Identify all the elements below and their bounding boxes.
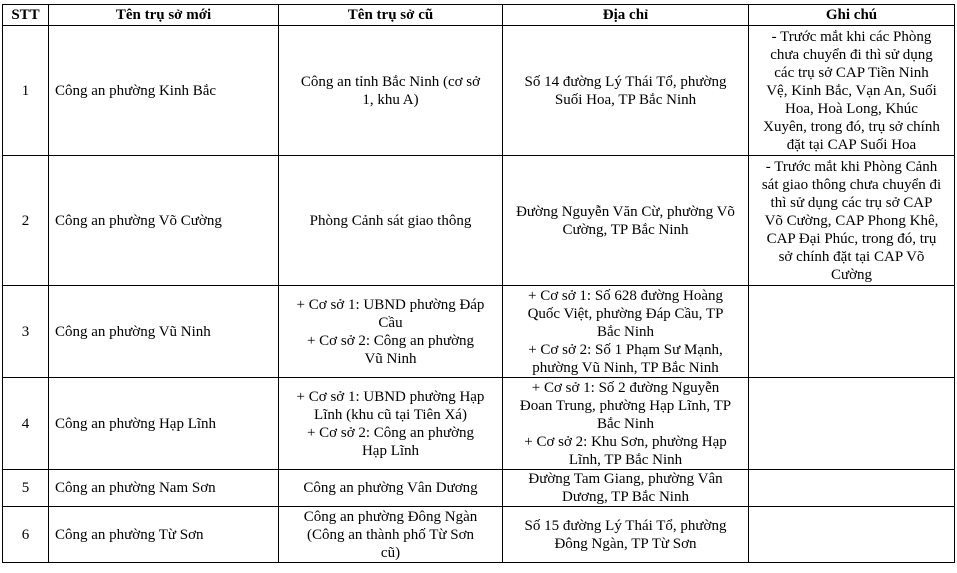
cell-address [503,378,749,470]
cell-note-line: - Trước mắt khi các Phòng [771,28,932,45]
cell-old-name [279,470,503,507]
cell-old-name [279,378,503,470]
cell-note-line: thì sử dụng các trụ sở CAP [770,194,933,211]
header-address: Địa chỉ [503,5,749,26]
cell-address-line: + Cơ sở 1: Số 2 đường Nguyễn [531,379,720,396]
cell-old-name [279,156,503,286]
cell-address-line: Đông Ngàn, TP Từ Sơn [554,535,697,552]
cell-note [749,286,955,378]
table-row [3,26,955,156]
cell-old-name-line: + Cơ sở 1: UBND phường Đáp [296,296,485,313]
cell-note-line: Vệ, Kinh Bắc, Vạn An, Suối [766,82,937,99]
header-row [3,5,955,26]
cell-address-line: + Cơ sở 1: Số 628 đường Hoàng [528,287,723,304]
cell-old-name-line: + Cơ sở 2: Công an phường [306,332,475,349]
cell-address [503,26,749,156]
cell-stt: 5 [3,470,49,507]
cell-old-name [279,26,503,156]
cell-address-line: Đường Nguyễn Văn Cừ, phường Võ [516,203,735,220]
cell-new-name: Công an phường Vũ Ninh [49,286,279,378]
cell-note-line: CAP Đại Phúc, trong đó, trụ [766,230,937,247]
cell-address-line: Số 15 đường Lý Thái Tổ, phường [524,517,727,534]
cell-old-name-line: Công an phường Đông Ngàn [303,508,478,525]
cell-address-line: Dương, TP Bắc Ninh [562,489,689,505]
cell-address [503,470,749,507]
cell-old-name-line: Công an tỉnh Bắc Ninh (cơ sở [300,73,481,90]
cell-note [749,470,955,507]
cell-address-line: Cường, TP Bắc Ninh [562,221,689,238]
table-body [3,26,955,563]
cell-stt: 6 [3,507,49,563]
cell-address-line: + Cơ sở 2: Khu Sơn, phường Hạp [524,433,727,450]
cell-note-line: - Trước mắt khi Phòng Cảnh [765,158,938,175]
headquarters-table [2,4,955,563]
cell-note [749,378,955,470]
cell-new-name: Công an phường Từ Sơn [49,507,279,563]
header-stt: STT [3,5,49,26]
cell-address-line: + Cơ sở 2: Số 1 Phạm Sư Mạnh, [528,341,723,358]
cell-old-name-line: cũ) [380,544,401,561]
cell-address-line: Số 14 đường Lý Thái Tổ, phường [524,73,727,90]
cell-address [503,507,749,563]
cell-old-name-line: + Cơ sở 1: UBND phường Hạp [296,388,485,405]
cell-note-line: các trụ sở CAP Tiền Ninh [774,64,929,81]
cell-address-line: Lĩnh, TP Bắc Ninh [568,451,683,468]
table-row [3,156,955,286]
cell-old-name-line: Cầu [378,314,403,331]
cell-address-line: phường Vũ Ninh, TP Bắc Ninh [532,359,719,376]
cell-note-line: Cường [830,266,873,283]
header-new-name: Tên trụ sở mới [49,5,279,26]
table-row [3,470,955,507]
cell-note [749,26,955,156]
cell-stt: 1 [3,26,49,156]
cell-note-line: đặt tại CAP Suối Hoa [786,136,917,153]
cell-old-name [279,286,503,378]
table-row [3,378,955,470]
cell-address-line: Bắc Ninh [596,415,655,432]
cell-old-name [279,507,503,563]
cell-note-line: sở chính đặt tại CAP Võ [778,248,925,265]
cell-address-line: Bắc Ninh [596,323,655,340]
cell-new-name: Công an phường Hạp Lĩnh [49,378,279,470]
cell-old-name-line: + Cơ sở 2: Công an phường [306,424,475,441]
cell-address [503,286,749,378]
cell-note-line: Xuyên, trong đó, trụ sở chính [763,118,940,135]
cell-note [749,156,955,286]
table-row [3,286,955,378]
cell-old-name-line: Hạp Lĩnh [361,442,420,459]
table-row [3,507,955,563]
cell-new-name: Công an phường Nam Sơn [49,470,279,507]
cell-old-name-line: Công an phường Vân Dương [303,480,478,496]
cell-old-name-line: Lĩnh (khu cũ tại Tiên Xá) [314,406,467,423]
cell-address-line: Đường Tam Giang, phường Vân [528,471,723,487]
cell-note-line: Hoa, Hoà Long, Khúc [785,100,918,117]
cell-note-line: Võ Cường, CAP Phong Khê, [764,212,939,229]
cell-new-name: Công an phường Võ Cường [49,156,279,286]
cell-stt: 3 [3,286,49,378]
cell-stt: 2 [3,156,49,286]
cell-note-line: chưa chuyển đi thì sử dụng [770,46,933,63]
header-old-name: Tên trụ sở cũ [279,5,503,26]
cell-address [503,156,749,286]
cell-old-name-line: 1, khu A) [362,91,419,108]
cell-address-line: Đoan Trung, phường Hạp Lĩnh, TP [519,397,732,414]
cell-note [749,507,955,563]
cell-note-line: sát giao thông chưa chuyển đi [761,176,942,193]
cell-stt: 4 [3,378,49,470]
cell-new-name: Công an phường Kinh Bắc [49,26,279,156]
cell-old-name-line: Vũ Ninh [364,350,417,367]
cell-old-name-line: Phòng Cảnh sát giao thông [309,212,472,229]
cell-address-line: Suối Hoa, TP Bắc Ninh [554,91,697,108]
cell-old-name-line: (Công an thành phố Từ Sơn [306,526,475,543]
header-note: Ghi chú [749,5,955,26]
cell-address-line: Quốc Việt, phường Đáp Cầu, TP [527,305,724,322]
